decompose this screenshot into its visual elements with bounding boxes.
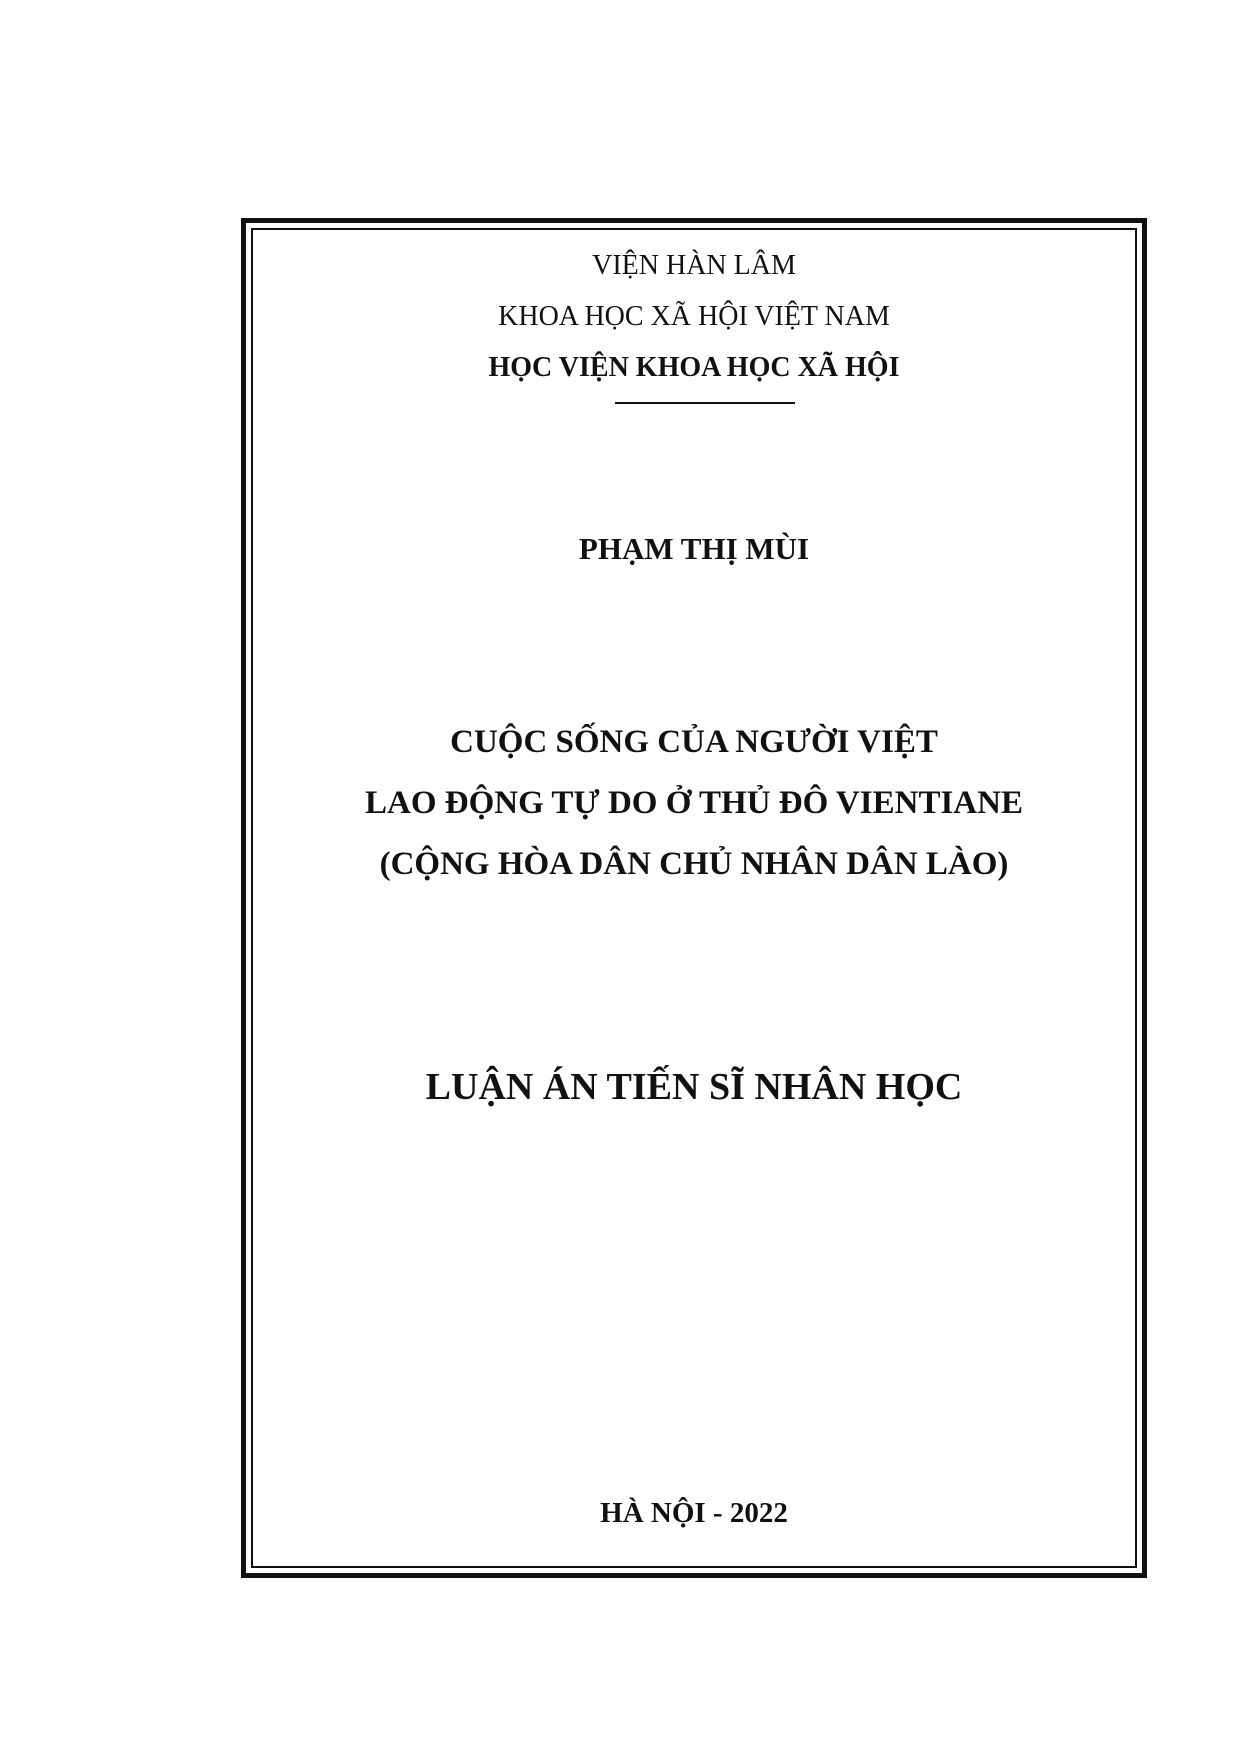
degree-label: LUẬN ÁN TIẾN SĨ NHÂN HỌC [425, 1066, 963, 1108]
institution-line-1: VIỆN HÀN LÂM [592, 250, 796, 281]
header-divider [615, 402, 795, 404]
institution-line-2: KHOA HỌC XÃ HỘI VIỆT NAM [498, 301, 890, 332]
author-name: PHẠM THỊ MÙI [578, 531, 810, 566]
thesis-title-line-2: LAO ĐỘNG TỰ DO Ở THỦ ĐÔ VIENTIANE [365, 785, 1023, 821]
thesis-title-line-1: CUỘC SỐNG CỦA NGƯỜI VIỆT [450, 724, 938, 760]
cover-inner-border [251, 228, 1137, 1568]
institution-line-3: HỌC VIỆN KHOA HỌC XÃ HỘI [488, 352, 900, 383]
thesis-title-line-3: (CỘNG HÒA DÂN CHỦ NHÂN DÂN LÀO) [379, 846, 1009, 882]
place-and-year: HÀ NỘI - 2022 [600, 1497, 788, 1529]
